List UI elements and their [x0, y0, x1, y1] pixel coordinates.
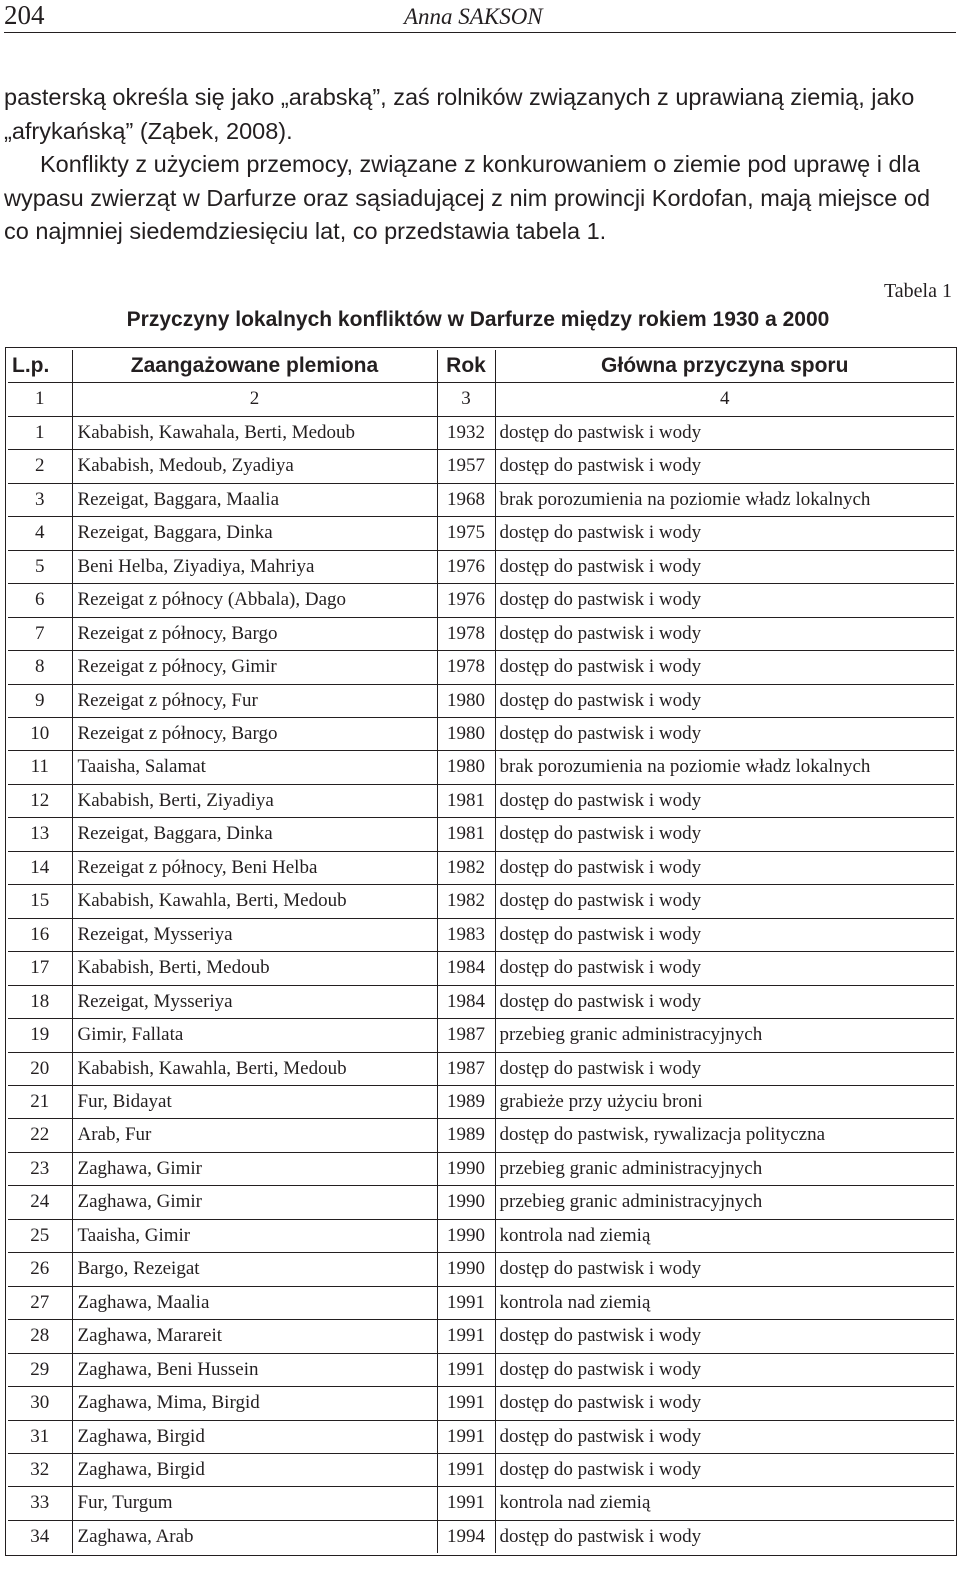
row-year: 1932	[437, 416, 495, 449]
column-number: 2	[72, 383, 437, 416]
row-tribes: Kababish, Berti, Medoub	[72, 952, 437, 985]
table-row	[8, 517, 954, 550]
row-number: 10	[8, 717, 72, 750]
row-tribes: Zaghawa, Marareit	[72, 1320, 437, 1353]
table-row	[8, 1019, 954, 1052]
table-row	[8, 1253, 954, 1286]
row-cause: dostęp do pastwisk i wody	[495, 1520, 954, 1553]
row-year: 1976	[437, 550, 495, 583]
row-year: 1980	[437, 717, 495, 750]
row-tribes: Taaisha, Gimir	[72, 1219, 437, 1252]
row-year: 1976	[437, 584, 495, 617]
table-row	[8, 784, 954, 817]
row-tribes: Rezeigat, Baggara, Maalia	[72, 483, 437, 516]
row-cause: dostęp do pastwisk i wody	[495, 617, 954, 650]
row-number: 3	[8, 483, 72, 516]
row-number: 19	[8, 1019, 72, 1052]
paragraph-2: Konflikty z użyciem przemocy, związane z konkurowaniem o ziemie pod uprawę i dla wypasu zwierząt w Darfurze oraz sąsiadującej z nim prowincji Kordofan, mają miejsce od co najmniej siedemdziesięciu lat, co przedstawia tabela 1.	[4, 151, 931, 244]
table-row	[8, 952, 954, 985]
row-year: 1957	[437, 450, 495, 483]
row-year: 1987	[437, 1019, 495, 1052]
row-number: 5	[8, 550, 72, 583]
table-row	[8, 1353, 954, 1386]
header-cause: Główna przyczyna sporu	[495, 350, 954, 383]
row-tribes: Fur, Turgum	[72, 1487, 437, 1520]
row-year: 1991	[437, 1387, 495, 1420]
row-cause: kontrola nad ziemią	[495, 1487, 954, 1520]
row-cause: brak porozumienia na poziomie władz lokalnych	[495, 751, 954, 784]
row-tribes: Rezeigat z północy, Beni Helba	[72, 851, 437, 884]
row-number: 17	[8, 952, 72, 985]
table-row	[8, 985, 954, 1018]
row-cause: dostęp do pastwisk i wody	[495, 651, 954, 684]
row-tribes: Fur, Bidayat	[72, 1085, 437, 1118]
row-cause: kontrola nad ziemią	[495, 1286, 954, 1319]
table-row	[8, 751, 954, 784]
row-number: 16	[8, 918, 72, 951]
column-number: 3	[437, 383, 495, 416]
row-tribes: Kababish, Berti, Ziyadiya	[72, 784, 437, 817]
row-number: 11	[8, 751, 72, 784]
row-year: 1984	[437, 952, 495, 985]
row-year: 1983	[437, 918, 495, 951]
header-lp: L.p.	[8, 350, 72, 383]
table-row	[8, 1052, 954, 1085]
row-number: 22	[8, 1119, 72, 1152]
paragraph-1: pasterską określa się jako „arabską”, zaś rolników związanych z uprawianą ziemią, jako „afrykańską” (Ząbek, 2008).	[4, 84, 915, 144]
row-number: 9	[8, 684, 72, 717]
row-tribes: Taaisha, Salamat	[72, 751, 437, 784]
row-number: 32	[8, 1453, 72, 1486]
row-cause: dostęp do pastwisk i wody	[495, 1253, 954, 1286]
table-row	[8, 1420, 954, 1453]
row-number: 24	[8, 1186, 72, 1219]
table-row	[8, 1320, 954, 1353]
column-number: 1	[8, 383, 72, 416]
row-cause: dostęp do pastwisk i wody	[495, 985, 954, 1018]
table-row	[8, 483, 954, 516]
row-cause: dostęp do pastwisk i wody	[495, 1320, 954, 1353]
header-tribes: Zaangażowane plemiona	[72, 350, 437, 383]
row-tribes: Zaghawa, Beni Hussein	[72, 1353, 437, 1386]
row-year: 1989	[437, 1119, 495, 1152]
row-year: 1990	[437, 1152, 495, 1185]
row-tribes: Rezeigat z północy, Bargo	[72, 617, 437, 650]
row-tribes: Zaghawa, Birgid	[72, 1453, 437, 1486]
row-number: 26	[8, 1253, 72, 1286]
column-number-row	[8, 383, 954, 416]
row-year: 1978	[437, 651, 495, 684]
row-cause: brak porozumienia na poziomie władz lokalnych	[495, 483, 954, 516]
row-number: 27	[8, 1286, 72, 1319]
row-cause: dostęp do pastwisk i wody	[495, 717, 954, 750]
table-header-row	[8, 350, 954, 383]
row-year: 1982	[437, 851, 495, 884]
row-tribes: Kababish, Kawahala, Berti, Medoub	[72, 416, 437, 449]
table-row	[8, 1152, 954, 1185]
row-cause: dostęp do pastwisk i wody	[495, 450, 954, 483]
table-row	[8, 918, 954, 951]
row-number: 18	[8, 985, 72, 1018]
row-tribes: Bargo, Rezeigat	[72, 1253, 437, 1286]
table-row	[8, 1387, 954, 1420]
row-cause: dostęp do pastwisk i wody	[495, 1420, 954, 1453]
row-year: 1987	[437, 1052, 495, 1085]
row-tribes: Rezeigat z północy, Gimir	[72, 651, 437, 684]
row-cause: dostęp do pastwisk i wody	[495, 416, 954, 449]
page-header	[0, 0, 960, 34]
table-row	[8, 1520, 954, 1553]
row-number: 13	[8, 818, 72, 851]
row-year: 1991	[437, 1353, 495, 1386]
row-cause: dostęp do pastwisk i wody	[495, 550, 954, 583]
table-row	[8, 1219, 954, 1252]
row-number: 15	[8, 885, 72, 918]
row-number: 1	[8, 416, 72, 449]
row-cause: dostęp do pastwisk i wody	[495, 584, 954, 617]
row-number: 14	[8, 851, 72, 884]
row-number: 28	[8, 1320, 72, 1353]
row-tribes: Beni Helba, Ziyadiya, Mahriya	[72, 550, 437, 583]
running-author: Anna SAKSON	[404, 4, 543, 29]
row-year: 1990	[437, 1253, 495, 1286]
row-cause: dostęp do pastwisk i wody	[495, 784, 954, 817]
row-cause: dostęp do pastwisk i wody	[495, 1387, 954, 1420]
conflicts-table	[8, 350, 954, 1553]
row-year: 1991	[437, 1453, 495, 1486]
row-year: 1991	[437, 1420, 495, 1453]
row-tribes: Zaghawa, Maalia	[72, 1286, 437, 1319]
table-label: Tabela 1	[883, 280, 952, 302]
header-rule	[4, 32, 956, 33]
row-tribes: Kababish, Kawahla, Berti, Medoub	[72, 1052, 437, 1085]
row-cause: dostęp do pastwisk i wody	[495, 1353, 954, 1386]
table-row	[8, 1286, 954, 1319]
row-cause: przebieg granic administracyjnych	[495, 1186, 954, 1219]
row-tribes: Zaghawa, Arab	[72, 1520, 437, 1553]
row-number: 21	[8, 1085, 72, 1118]
row-cause: przebieg granic administracyjnych	[495, 1019, 954, 1052]
table-row	[8, 818, 954, 851]
row-cause: dostęp do pastwisk i wody	[495, 1453, 954, 1486]
row-number: 4	[8, 517, 72, 550]
table-row	[8, 450, 954, 483]
row-number: 34	[8, 1520, 72, 1553]
table-row	[8, 550, 954, 583]
row-tribes: Rezeigat, Mysseriya	[72, 918, 437, 951]
table-row	[8, 885, 954, 918]
row-tribes: Zaghawa, Birgid	[72, 1420, 437, 1453]
row-tribes: Rezeigat, Baggara, Dinka	[72, 818, 437, 851]
row-tribes: Rezeigat z północy, Fur	[72, 684, 437, 717]
header-year: Rok	[437, 350, 495, 383]
table-row	[8, 717, 954, 750]
column-number: 4	[495, 383, 954, 416]
table-row	[8, 651, 954, 684]
row-number: 33	[8, 1487, 72, 1520]
table-row	[8, 1085, 954, 1118]
table-row	[8, 684, 954, 717]
page-number: 204	[4, 0, 45, 30]
row-tribes: Zaghawa, Gimir	[72, 1152, 437, 1185]
row-number: 2	[8, 450, 72, 483]
row-year: 1980	[437, 684, 495, 717]
row-year: 1994	[437, 1520, 495, 1553]
table-row	[8, 851, 954, 884]
row-year: 1991	[437, 1286, 495, 1319]
row-year: 1989	[437, 1085, 495, 1118]
table-row	[8, 1453, 954, 1486]
row-number: 12	[8, 784, 72, 817]
row-cause: kontrola nad ziemią	[495, 1219, 954, 1252]
row-tribes: Arab, Fur	[72, 1119, 437, 1152]
row-year: 1980	[437, 751, 495, 784]
row-tribes: Kababish, Medoub, Zyadiya	[72, 450, 437, 483]
row-cause: dostęp do pastwisk i wody	[495, 918, 954, 951]
table-row	[8, 617, 954, 650]
row-year: 1991	[437, 1320, 495, 1353]
table-title: Przyczyny lokalnych konfliktów w Darfurze między rokiem 1930 a 2000	[126, 308, 830, 331]
row-tribes: Gimir, Fallata	[72, 1019, 437, 1052]
row-number: 20	[8, 1052, 72, 1085]
row-cause: dostęp do pastwisk i wody	[495, 684, 954, 717]
row-tribes: Rezeigat, Baggara, Dinka	[72, 517, 437, 550]
body-text	[4, 81, 956, 249]
row-year: 1981	[437, 818, 495, 851]
row-cause: dostęp do pastwisk i wody	[495, 1052, 954, 1085]
row-cause: dostęp do pastwisk, rywalizacja polityczna	[495, 1119, 954, 1152]
row-number: 6	[8, 584, 72, 617]
row-year: 1975	[437, 517, 495, 550]
row-year: 1991	[437, 1487, 495, 1520]
row-tribes: Rezeigat, Mysseriya	[72, 985, 437, 1018]
row-number: 23	[8, 1152, 72, 1185]
conflicts-table-frame	[5, 347, 957, 1556]
table-row	[8, 1487, 954, 1520]
row-year: 1984	[437, 985, 495, 1018]
row-year: 1978	[437, 617, 495, 650]
table-row	[8, 1186, 954, 1219]
row-cause: dostęp do pastwisk i wody	[495, 851, 954, 884]
row-year: 1981	[437, 784, 495, 817]
row-tribes: Zaghawa, Mima, Birgid	[72, 1387, 437, 1420]
row-cause: dostęp do pastwisk i wody	[495, 885, 954, 918]
row-number: 31	[8, 1420, 72, 1453]
row-tribes: Kababish, Kawahla, Berti, Medoub	[72, 885, 437, 918]
row-year: 1968	[437, 483, 495, 516]
row-tribes: Zaghawa, Gimir	[72, 1186, 437, 1219]
row-number: 7	[8, 617, 72, 650]
row-year: 1990	[437, 1219, 495, 1252]
row-number: 8	[8, 651, 72, 684]
table-row	[8, 584, 954, 617]
row-number: 25	[8, 1219, 72, 1252]
row-cause: dostęp do pastwisk i wody	[495, 952, 954, 985]
row-tribes: Rezeigat z północy (Abbala), Dago	[72, 584, 437, 617]
table-row	[8, 1119, 954, 1152]
row-cause: grabieże przy użyciu broni	[495, 1085, 954, 1118]
row-number: 30	[8, 1387, 72, 1420]
row-cause: dostęp do pastwisk i wody	[495, 517, 954, 550]
table-row	[8, 416, 954, 449]
row-tribes: Rezeigat z północy, Bargo	[72, 717, 437, 750]
row-number: 29	[8, 1353, 72, 1386]
row-year: 1990	[437, 1186, 495, 1219]
row-cause: dostęp do pastwisk i wody	[495, 818, 954, 851]
row-cause: przebieg granic administracyjnych	[495, 1152, 954, 1185]
row-year: 1982	[437, 885, 495, 918]
